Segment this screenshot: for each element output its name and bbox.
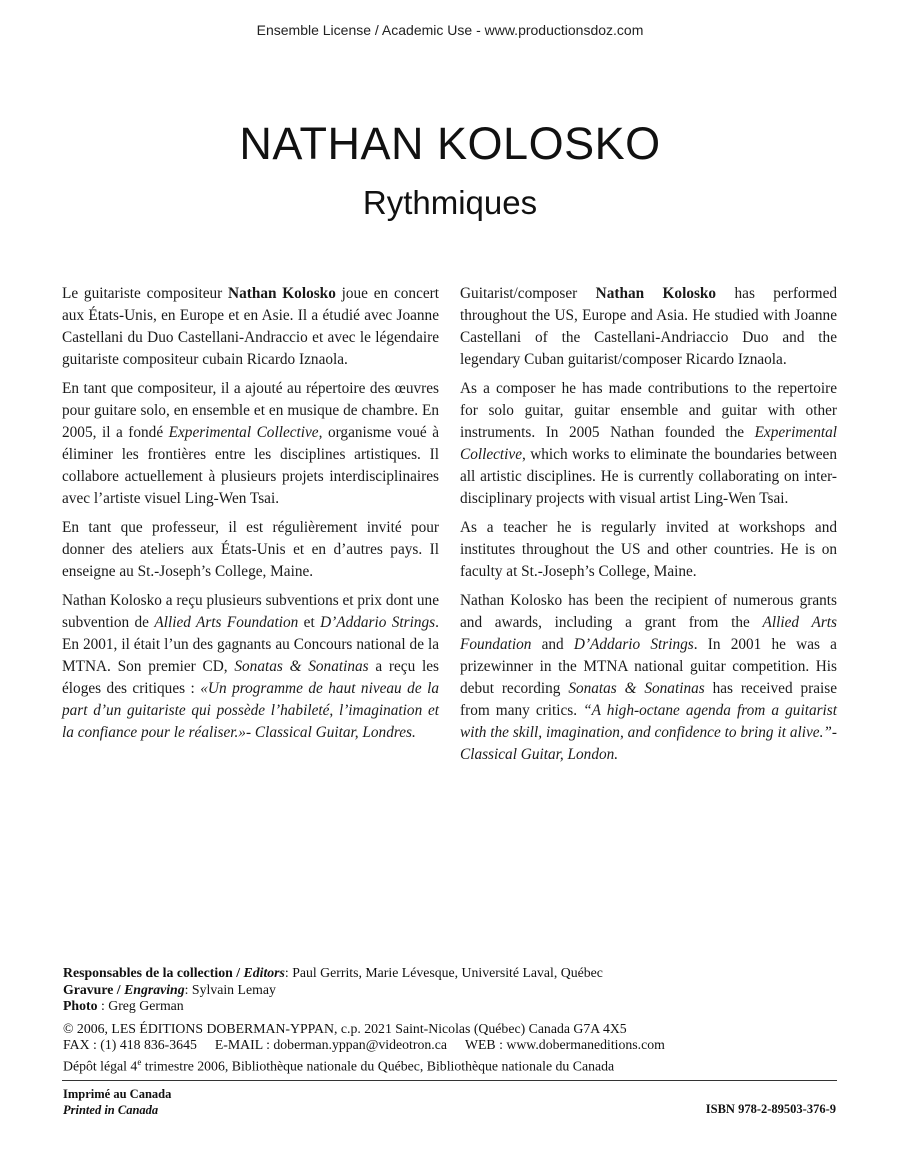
text: organisme voué à éliminer les frontières entre les disciplines artistiques. Il collabore actuellement à plusieurs projets interdisciplinaires avec l’artiste visuel Ling-Wen Tsai. bbox=[62, 424, 439, 507]
italic-text: Experimental Collective, bbox=[168, 424, 323, 441]
credit-engraving bbox=[63, 982, 843, 999]
italic-text: Allied Arts Foundation bbox=[154, 614, 299, 631]
text: . In 2001 he was a prizewinner in the MTNA national guitar competition. His debut recording bbox=[460, 636, 837, 697]
italic-text: D’Addario Strings bbox=[320, 614, 436, 631]
text: Le guitariste compositeur bbox=[62, 285, 229, 302]
printed-in bbox=[63, 1087, 171, 1118]
text: En tant que compositeur, il a ajouté au répertoire des œuvres pour guitare solo, en ensemble et en musique de chambre. En 2005, il a fondé bbox=[62, 380, 439, 441]
text: Nathan Kolosko has been the recipient of numerous grants and awards, including a grant from the bbox=[460, 592, 837, 631]
bio-fr-paragraph-4 bbox=[62, 590, 439, 744]
italic-text: Allied Arts Foundation bbox=[460, 614, 837, 653]
contact-line bbox=[63, 1037, 843, 1054]
critic-quote: “A high-octane agenda from a guitarist with the skill, imagination, and confidence to bring it alive.”- Classical Guitar, London. bbox=[460, 702, 837, 763]
credit-editors bbox=[63, 965, 843, 982]
fax-number: FAX : (1) 418 836-3645 bbox=[63, 1037, 197, 1052]
text: a reçu les éloges des critiques : bbox=[62, 658, 439, 697]
biography-french bbox=[62, 283, 439, 751]
text: has received praise from many critics. bbox=[460, 680, 837, 719]
bio-en-paragraph-2 bbox=[460, 378, 837, 510]
label: Engraving bbox=[124, 981, 185, 997]
italic-text: D’Addario Strings bbox=[573, 636, 694, 653]
isbn: ISBN 978-2-89503-376-9 bbox=[705, 1102, 836, 1116]
text: trimestre 2006, Bibliothèque nationale du Québec, Bibliothèque nationale du Canada bbox=[141, 1058, 615, 1074]
composer-name: NATHAN KOLOSKO bbox=[239, 118, 661, 169]
bio-en-paragraph-4 bbox=[460, 590, 837, 766]
bio-en-paragraph-1 bbox=[460, 283, 837, 371]
printed-fr: Imprimé au Canada bbox=[63, 1087, 172, 1101]
label: Gravure / bbox=[63, 981, 125, 997]
text: . En 2001, il était l’un des gagnants au Concours national de la MTNA. Son premier CD, bbox=[62, 614, 439, 675]
license-notice: Ensemble License / Academic Use - www.productionsdoz.com bbox=[256, 22, 644, 38]
label: Editors bbox=[243, 965, 285, 980]
superscript: e bbox=[137, 1056, 142, 1067]
footer-divider bbox=[62, 1080, 837, 1081]
value: : Sylvain Lemay bbox=[184, 981, 276, 997]
label: Responsables de la collection / bbox=[63, 965, 244, 980]
text: As a composer he has made contributions to the repertoire for solo guitar, guitar ensemble and guitar with other instruments. In 2005 Nathan founded the bbox=[460, 380, 837, 441]
composer-name-bold: Nathan Kolosko bbox=[228, 285, 336, 302]
bio-fr-paragraph-3: En tant que professeur, il est régulièrement invité pour donner des ateliers aux États-Unis et en d’autres pays. Il enseigne au St.-Joseph’s College, Maine. bbox=[62, 519, 439, 580]
italic-text: Sonatas & Sonatinas bbox=[234, 658, 369, 675]
bio-fr-paragraph-1 bbox=[62, 283, 439, 371]
label: Photo bbox=[63, 998, 98, 1013]
legal-deposit-line bbox=[63, 1054, 843, 1075]
text: and bbox=[531, 636, 574, 653]
value: : Greg German bbox=[97, 998, 184, 1013]
work-title: Rythmiques bbox=[362, 184, 538, 221]
text: Dépôt légal 4 bbox=[63, 1058, 138, 1074]
email-address: E-MAIL : doberman.yppan@videotron.ca bbox=[214, 1037, 447, 1052]
biography-english bbox=[460, 283, 837, 773]
bio-fr-paragraph-2 bbox=[62, 378, 439, 510]
bio-en-paragraph-3: As a teacher he is regularly invited at workshops and institutes throughout the US and other countries. He is on faculty at St.-Joseph’s College, Maine. bbox=[460, 519, 837, 580]
text: et bbox=[298, 614, 321, 631]
copyright-line: © 2006, LES ÉDITIONS DOBERMAN-YPPAN, c.p. 2021 Saint-Nicolas (Québec) Canada G7A 4X5 bbox=[63, 1020, 627, 1036]
critic-quote: «Un programme de haut niveau de la part d’un guitariste qui possède l’habileté, l’imagination et la confiance pour le réaliser.»- Classical Guitar, Londres. bbox=[62, 680, 439, 741]
text: has performed throughout the US, Europe and Asia. He studied with Joanne Castellani of the Castellani-Andriaccio Duo and the legendary Cuban guitarist/composer Ricardo Iznaola. bbox=[460, 285, 838, 368]
printed-en: Printed in Canada bbox=[63, 1102, 159, 1117]
text: joue en concert aux États-Unis, en Europe et en Asie. Il a étudié avec Joanne Castellani du Duo Castellani-Andraccio et avec le légendaire guitariste compositeur cubain Ricardo Iznaola. bbox=[62, 285, 439, 368]
text: Guitarist/composer bbox=[460, 285, 596, 302]
value: : Paul Gerrits, Marie Lévesque, Université Laval, Québec bbox=[284, 965, 603, 980]
credits-block bbox=[63, 965, 843, 1075]
italic-text: Experimental Collective bbox=[460, 424, 837, 463]
website: WEB : www.dobermaneditions.com bbox=[464, 1037, 665, 1052]
text: Nathan Kolosko a reçu plusieurs subventions et prix dont une subvention de bbox=[62, 592, 439, 631]
composer-name-bold: Nathan Kolosko bbox=[595, 285, 717, 302]
text: , which works to eliminate the boundaries between all artistic disciplines. He is currently collaborating on inter-disciplinary projects with visual artist Ling-Wen Tsai. bbox=[460, 446, 837, 507]
italic-text: Sonatas & Sonatinas bbox=[568, 680, 705, 697]
credit-photo bbox=[63, 998, 843, 1015]
